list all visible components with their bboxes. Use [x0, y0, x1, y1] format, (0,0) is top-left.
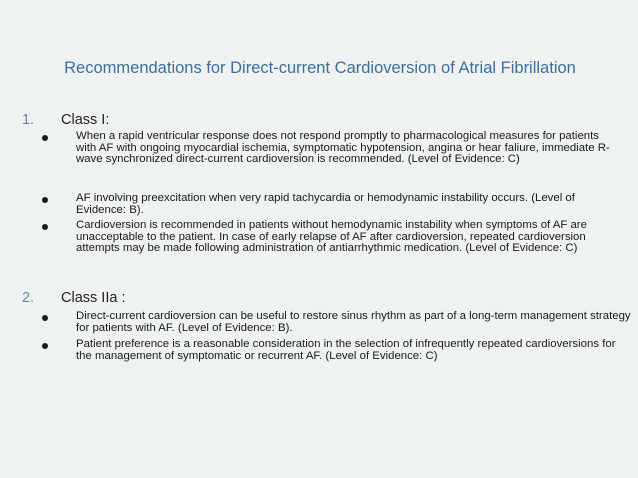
- section-number: 1.: [22, 112, 35, 128]
- bullet-text: When a rapid ventricular response does not respond promptly to pharmacological measures for patients with AF with ongoing myocardial ischemia, symptomatic hypotension, angina or hear faliure, immediate R-wave synchronized direct-current cardioversion is recommended. (Level of Evidence: C): [76, 130, 610, 165]
- section-title: Class I:: [61, 112, 110, 128]
- bullet-text: Cardioversion is recommended in patients without hemodynamic instability when symptoms of AF are unacceptable to the patient. In case of early relapse of AF after cardioversion, repeated cardioversion attempts may be made following administration of antiarrhythmic medication. (Level of Evidence: C): [76, 219, 587, 254]
- section-title: Class IIa :: [61, 290, 126, 306]
- slide-title: Recommendations for Direct-current Cardioversion of Atrial Fibrillation: [64, 59, 576, 77]
- section-heading-class-i: [22, 112, 109, 128]
- bullet-icon: [42, 315, 48, 321]
- bullet-icon: [42, 224, 48, 230]
- section-number: 2.: [22, 290, 35, 306]
- bullet-icon: [42, 197, 48, 203]
- bullet-icon: [42, 135, 48, 141]
- bullet-text: AF involving preexcitation when very rapid tachycardia or hemodynamic instability occurs. (Level of Evidence: B).: [76, 192, 575, 216]
- bullet-icon: [42, 343, 48, 349]
- bullet-text: Direct-current cardioversion can be useful to restore sinus rhythm as part of a long-term management strategy for patients with AF. (Level of Evidence: B).: [76, 310, 631, 334]
- section-heading-class-iia: [22, 290, 125, 306]
- bullet-text: Patient preference is a reasonable consideration in the selection of infrequently repeated cardioversions for the management of symptomatic or recurrent AF. (Level of Evidence: C): [76, 338, 616, 362]
